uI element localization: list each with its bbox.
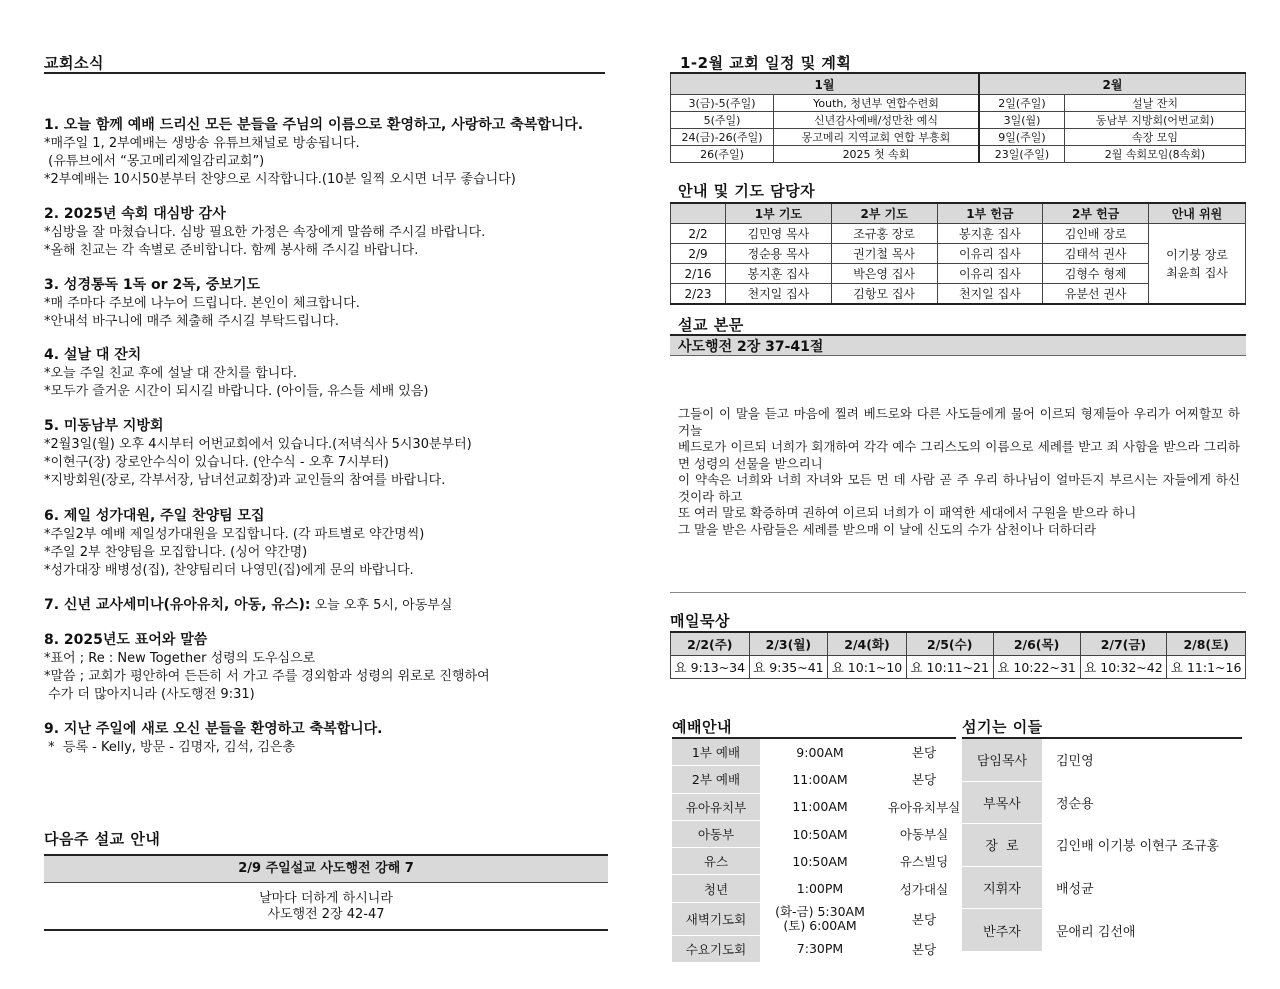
duty-cell: 정순용 목사 bbox=[726, 244, 832, 264]
worship-time: 10:50AM bbox=[760, 848, 880, 875]
servant-row bbox=[962, 909, 1220, 952]
servant-role: 담임목사 bbox=[962, 739, 1042, 781]
worship-place: 본당 bbox=[880, 766, 968, 793]
daily-title: 매일묵상 bbox=[670, 612, 730, 630]
duty-cell: 이유리 집사 bbox=[937, 264, 1043, 284]
duty-cell: 조규홍 장로 bbox=[831, 224, 937, 244]
notice-line: *이현구(장) 장로안수식이 있습니다. (안수식 - 오후 7시부터) bbox=[44, 455, 389, 470]
daily-reading: 요 9:13~34 bbox=[671, 656, 750, 679]
feb-event: 설날 잔치 bbox=[1065, 95, 1246, 112]
duty-cell: 김항모 집사 bbox=[831, 284, 937, 305]
worship-name: 1부 예배 bbox=[672, 739, 760, 766]
notice-title: 1. 오늘 함께 예배 드리신 모든 분들을 주님의 이름으로 환영하고, 사랑하고 축복합니다. bbox=[44, 117, 584, 133]
daily-day: 2/6(목) bbox=[993, 632, 1080, 656]
worship-title: 예배안내 bbox=[672, 718, 732, 736]
duty-header: 1부 헌금 bbox=[937, 203, 1043, 224]
daily-day: 2/3(월) bbox=[749, 632, 828, 656]
next-sermon-subject: 날마다 더하게 하시니라 bbox=[259, 891, 393, 906]
schedule-row bbox=[671, 146, 1246, 163]
feb-event: 동남부 지방회(어번교회) bbox=[1065, 112, 1246, 129]
notice-line: *2월3일(월) 오후 4시부터 어번교회에서 있습니다.(저녁식사 5시30분부터) bbox=[44, 437, 472, 452]
month-1-header: 1월 bbox=[671, 73, 980, 95]
notice-item bbox=[44, 276, 604, 331]
worship-name: 청년 bbox=[672, 875, 760, 902]
feb-date: 23일(주일) bbox=[979, 146, 1065, 163]
worship-time-line: (화-금) 5:30AM bbox=[775, 903, 865, 919]
worship-place: 본당 bbox=[880, 739, 968, 766]
jan-date: 5(주일) bbox=[671, 112, 774, 129]
duty-cell: 권기철 목사 bbox=[831, 244, 937, 264]
servant-role: 장 로 bbox=[962, 824, 1042, 867]
church-news-title: 교회소식 bbox=[44, 54, 104, 72]
notice-title: 5. 미동남부 지방회 bbox=[44, 418, 164, 434]
jan-date: 26(주일) bbox=[671, 146, 774, 163]
daily-reading: 요 11:1~16 bbox=[1167, 656, 1246, 679]
notice-line: *말씀 ; 교회가 평안하여 든든히 서 가고 주를 경외함과 성령의 위로로 진행하여 bbox=[44, 669, 490, 684]
daily-day: 2/8(토) bbox=[1167, 632, 1246, 656]
servant-role: 지휘자 bbox=[962, 866, 1042, 909]
notice-item bbox=[44, 205, 604, 260]
servant-row bbox=[962, 781, 1220, 824]
notice-item bbox=[44, 417, 604, 490]
notice-line: *표어 ; Re : New Together 성령의 도우심으로 bbox=[44, 651, 316, 666]
feb-date: 2일(주일) bbox=[979, 95, 1065, 112]
worship-row bbox=[672, 739, 968, 766]
duty-cell: 천지일 집사 bbox=[726, 284, 832, 305]
notice-title: 6. 제일 성가대원, 주일 찬양팀 모집 bbox=[44, 508, 265, 524]
next-sermon-title: 다음주 설교 안내 bbox=[44, 830, 161, 848]
schedule-row bbox=[671, 112, 1246, 129]
verse: 이 약속은 너희와 너희 자녀와 모든 먼 데 사람 곧 주 우리 하나님이 얼마든지 부르시는 자들에게 하신 것이라 하고 bbox=[678, 472, 1240, 504]
daily-day: 2/5(수) bbox=[906, 632, 993, 656]
duty-date: 2/23 bbox=[671, 284, 726, 305]
worship-place: 본당 bbox=[880, 935, 968, 962]
worship-place: 본당 bbox=[880, 902, 968, 935]
worship-time bbox=[760, 902, 880, 935]
servant-names: 김인배 이기붕 이현구 조규홍 bbox=[1042, 824, 1220, 867]
guide-cell bbox=[1149, 224, 1246, 305]
duty-header: 2부 헌금 bbox=[1043, 203, 1149, 224]
worship-name: 새벽기도회 bbox=[672, 902, 760, 935]
verse: 그 말을 받은 사람들은 세례를 받으매 이 날에 신도의 수가 삼천이나 더하더라 bbox=[678, 521, 1097, 537]
duty-cell: 김민영 목사 bbox=[726, 224, 832, 244]
feb-event: 속장 모임 bbox=[1065, 129, 1246, 146]
verse: 베드로가 이르되 너희가 회개하여 각각 예수 그리스도의 이름으로 세례를 받고 죄 사함을 받으라 그리하면 성령의 선물을 받으리니 bbox=[678, 439, 1240, 471]
notice-title: 9. 지난 주일에 새로 오신 분들을 환영하고 축복합니다. bbox=[44, 721, 383, 737]
next-sermon-passage: 사도행전 2장 42-47 bbox=[267, 907, 385, 922]
duty-header: 안내 위원 bbox=[1149, 203, 1246, 224]
notice-title: 4. 설날 대 잔치 bbox=[44, 347, 142, 363]
worship-time: 10:50AM bbox=[760, 820, 880, 847]
worship-place: 유아유치부실 bbox=[880, 793, 968, 820]
schedule-row bbox=[671, 129, 1246, 146]
duty-table bbox=[670, 202, 1246, 305]
jan-event: 2025 첫 속회 bbox=[774, 146, 980, 163]
servants-table bbox=[962, 739, 1220, 952]
guide-name: 최윤희 집사 bbox=[1166, 265, 1228, 280]
worship-time: 7:30PM bbox=[760, 935, 880, 962]
worship-row bbox=[672, 766, 968, 793]
notice-item bbox=[44, 507, 604, 580]
worship-place: 아동부실 bbox=[880, 820, 968, 847]
notice-line: *성가대장 배병성(집), 찬양팀리더 나영민(집)에게 문의 바랍니다. bbox=[44, 563, 414, 578]
daily-reading: 요 10:22~31 bbox=[993, 656, 1080, 679]
sermon-passage: 사도행전 2장 37-41절 bbox=[670, 334, 1246, 356]
servant-names: 정순용 bbox=[1042, 781, 1220, 824]
notice-line: *2부예배는 10시50분부터 찬양으로 시작합니다.(10분 일찍 오시면 너무 좋습니다) bbox=[44, 172, 516, 187]
notice-line: *오늘 주일 친교 후에 설날 대 잔치를 합니다. bbox=[44, 366, 298, 381]
servant-names: 김민영 bbox=[1042, 739, 1220, 781]
jan-event: 몽고메리 지역교회 연합 부흥회 bbox=[774, 129, 980, 146]
worship-time: 11:00AM bbox=[760, 766, 880, 793]
daily-day: 2/7(금) bbox=[1080, 632, 1167, 656]
worship-place: 성가대실 bbox=[880, 875, 968, 902]
daily-day: 2/4(화) bbox=[828, 632, 907, 656]
worship-name: 수요기도회 bbox=[672, 935, 760, 962]
next-sermon-box bbox=[44, 854, 608, 931]
worship-row bbox=[672, 820, 968, 847]
duty-cell: 봉지훈 집사 bbox=[726, 264, 832, 284]
sermon-end-rule bbox=[670, 592, 1246, 593]
duty-cell: 천지일 집사 bbox=[937, 284, 1043, 305]
worship-row bbox=[672, 848, 968, 875]
notice-line: * 등록 - Kelly, 방문 - 김명자, 김석, 김은총 bbox=[44, 740, 296, 755]
month-2-header: 2월 bbox=[979, 73, 1246, 95]
feb-event: 2월 속회모임(8속회) bbox=[1065, 146, 1246, 163]
duty-title: 안내 및 기도 담당자 bbox=[678, 182, 816, 200]
duty-date: 2/16 bbox=[671, 264, 726, 284]
next-sermon-header: 2/9 주일설교 사도행전 강해 7 bbox=[44, 856, 608, 883]
notice-item bbox=[44, 116, 604, 189]
notice-item bbox=[44, 720, 604, 757]
worship-time: 11:00AM bbox=[760, 793, 880, 820]
notice-line: *매주일 1, 2부예배는 생방송 유튜브채널로 방송됩니다. bbox=[44, 136, 360, 151]
notice-item bbox=[44, 596, 604, 615]
notice-detail: 오늘 오후 5시, 아동부실 bbox=[310, 598, 453, 613]
worship-name: 유스 bbox=[672, 848, 760, 875]
guide-name: 이기붕 장로 bbox=[1166, 247, 1228, 262]
church-news-rule bbox=[44, 72, 605, 74]
daily-day: 2/2(주) bbox=[671, 632, 750, 656]
servant-names: 문애리 김선애 bbox=[1042, 909, 1220, 952]
jan-date: 3(금)-5(주일) bbox=[671, 95, 774, 112]
notice-title: 7. 신년 교사세미나(유아유치, 아동, 유스): bbox=[44, 597, 311, 613]
worship-name: 아동부 bbox=[672, 820, 760, 847]
worship-name: 2부 예배 bbox=[672, 766, 760, 793]
notice-line: *올해 친교는 각 속별로 준비합니다. 함께 봉사해 주시길 바랍니다. bbox=[44, 243, 419, 258]
duty-cell: 김형수 형제 bbox=[1043, 264, 1149, 284]
servant-role: 부목사 bbox=[962, 781, 1042, 824]
feb-date: 3일(월) bbox=[979, 112, 1065, 129]
notice-item bbox=[44, 346, 604, 401]
notice-line: *심방을 잘 마쳤습니다. 심방 필요한 가정은 속장에게 말씀해 주시길 바랍니다. bbox=[44, 225, 486, 240]
servant-row bbox=[962, 824, 1220, 867]
schedule-title: 1-2월 교회 일정 및 계획 bbox=[680, 54, 852, 72]
duty-header: 2부 기도 bbox=[831, 203, 937, 224]
servants-title: 섬기는 이들 bbox=[962, 718, 1043, 736]
schedule-row bbox=[671, 95, 1246, 112]
worship-row bbox=[672, 902, 968, 935]
notice-line: *모두가 즐거운 시간이 되시길 바랍니다. (아이들, 유스들 세배 있음) bbox=[44, 384, 429, 399]
duty-cell: 박은영 집사 bbox=[831, 264, 937, 284]
servant-row bbox=[962, 739, 1220, 781]
daily-reading: 요 9:35~41 bbox=[749, 656, 828, 679]
jan-event: Youth, 청년부 연합수련회 bbox=[774, 95, 980, 112]
daily-reading: 요 10:32~42 bbox=[1080, 656, 1167, 679]
feb-date: 9일(주일) bbox=[979, 129, 1065, 146]
daily-reading: 요 10:11~21 bbox=[906, 656, 993, 679]
duty-header: 1부 기도 bbox=[726, 203, 832, 224]
worship-time: 1:00PM bbox=[760, 875, 880, 902]
notice-line: *주일2부 예배 제일성가대원을 모집합니다. (각 파트별로 약간명씩) bbox=[44, 527, 425, 542]
duty-date: 2/9 bbox=[671, 244, 726, 264]
notice-title: 8. 2025년도 표어와 말씀 bbox=[44, 632, 208, 648]
worship-time: 9:00AM bbox=[760, 739, 880, 766]
sermon-text bbox=[678, 406, 1240, 538]
duty-row bbox=[671, 224, 1246, 244]
worship-table bbox=[672, 739, 968, 963]
notice-line: *안내석 바구니에 매주 체출해 주시길 부탁드립니다. bbox=[44, 314, 340, 329]
servant-row bbox=[962, 866, 1220, 909]
duty-date: 2/2 bbox=[671, 224, 726, 244]
duty-header bbox=[671, 203, 726, 224]
verse: 또 여러 말로 확증하며 권하여 이르되 너희가 이 패역한 세대에서 구원을 받으라 하니 bbox=[678, 505, 1137, 520]
notice-line: *지방회원(장로, 각부서장, 남녀선교회장)과 교인들의 참여를 바랍니다. bbox=[44, 473, 446, 488]
notice-title: 3. 성경통독 1독 or 2독, 중보기도 bbox=[44, 277, 260, 293]
servant-role: 반주자 bbox=[962, 909, 1042, 952]
duty-cell: 김태석 권사 bbox=[1043, 244, 1149, 264]
duty-cell: 유분선 권사 bbox=[1043, 284, 1149, 305]
daily-reading: 요 10:1~10 bbox=[828, 656, 907, 679]
sermon-title: 설교 본문 bbox=[678, 316, 744, 334]
worship-row bbox=[672, 793, 968, 820]
notice-line: 수가 더 많아지니라 (사도행전 9:31) bbox=[44, 687, 255, 702]
verse: 그들이 이 말을 듣고 마음에 찔려 베드로와 다른 사도들에게 물어 이르되 형제들아 우리가 어찌할꼬 하거늘 bbox=[678, 406, 1240, 438]
jan-event: 신년감사예배/성만찬 예식 bbox=[774, 112, 980, 129]
worship-row bbox=[672, 875, 968, 902]
notice-line: *매 주마다 주보에 나누어 드립니다. 본인이 체크합니다. bbox=[44, 296, 360, 311]
daily-table bbox=[670, 631, 1246, 679]
duty-cell: 봉지훈 집사 bbox=[937, 224, 1043, 244]
notice-title: 2. 2025년 속회 대심방 감사 bbox=[44, 206, 226, 222]
worship-place: 유스빌딩 bbox=[880, 848, 968, 875]
notice-item bbox=[44, 631, 604, 704]
notice-line: *주일 2부 찬양팀을 모집합니다. (싱어 약간명) bbox=[44, 545, 308, 560]
duty-cell: 이유리 집사 bbox=[937, 244, 1043, 264]
worship-name: 유아유치부 bbox=[672, 793, 760, 820]
notice-line: (유튜브에서 “몽고메리제일감리교회”) bbox=[44, 154, 265, 169]
jan-date: 24(금)-26(주일) bbox=[671, 129, 774, 146]
worship-row bbox=[672, 935, 968, 962]
schedule-table bbox=[670, 72, 1246, 163]
worship-time-line: (토) 6:00AM bbox=[783, 917, 857, 933]
servant-names: 배성균 bbox=[1042, 866, 1220, 909]
duty-cell: 김인배 장로 bbox=[1043, 224, 1149, 244]
